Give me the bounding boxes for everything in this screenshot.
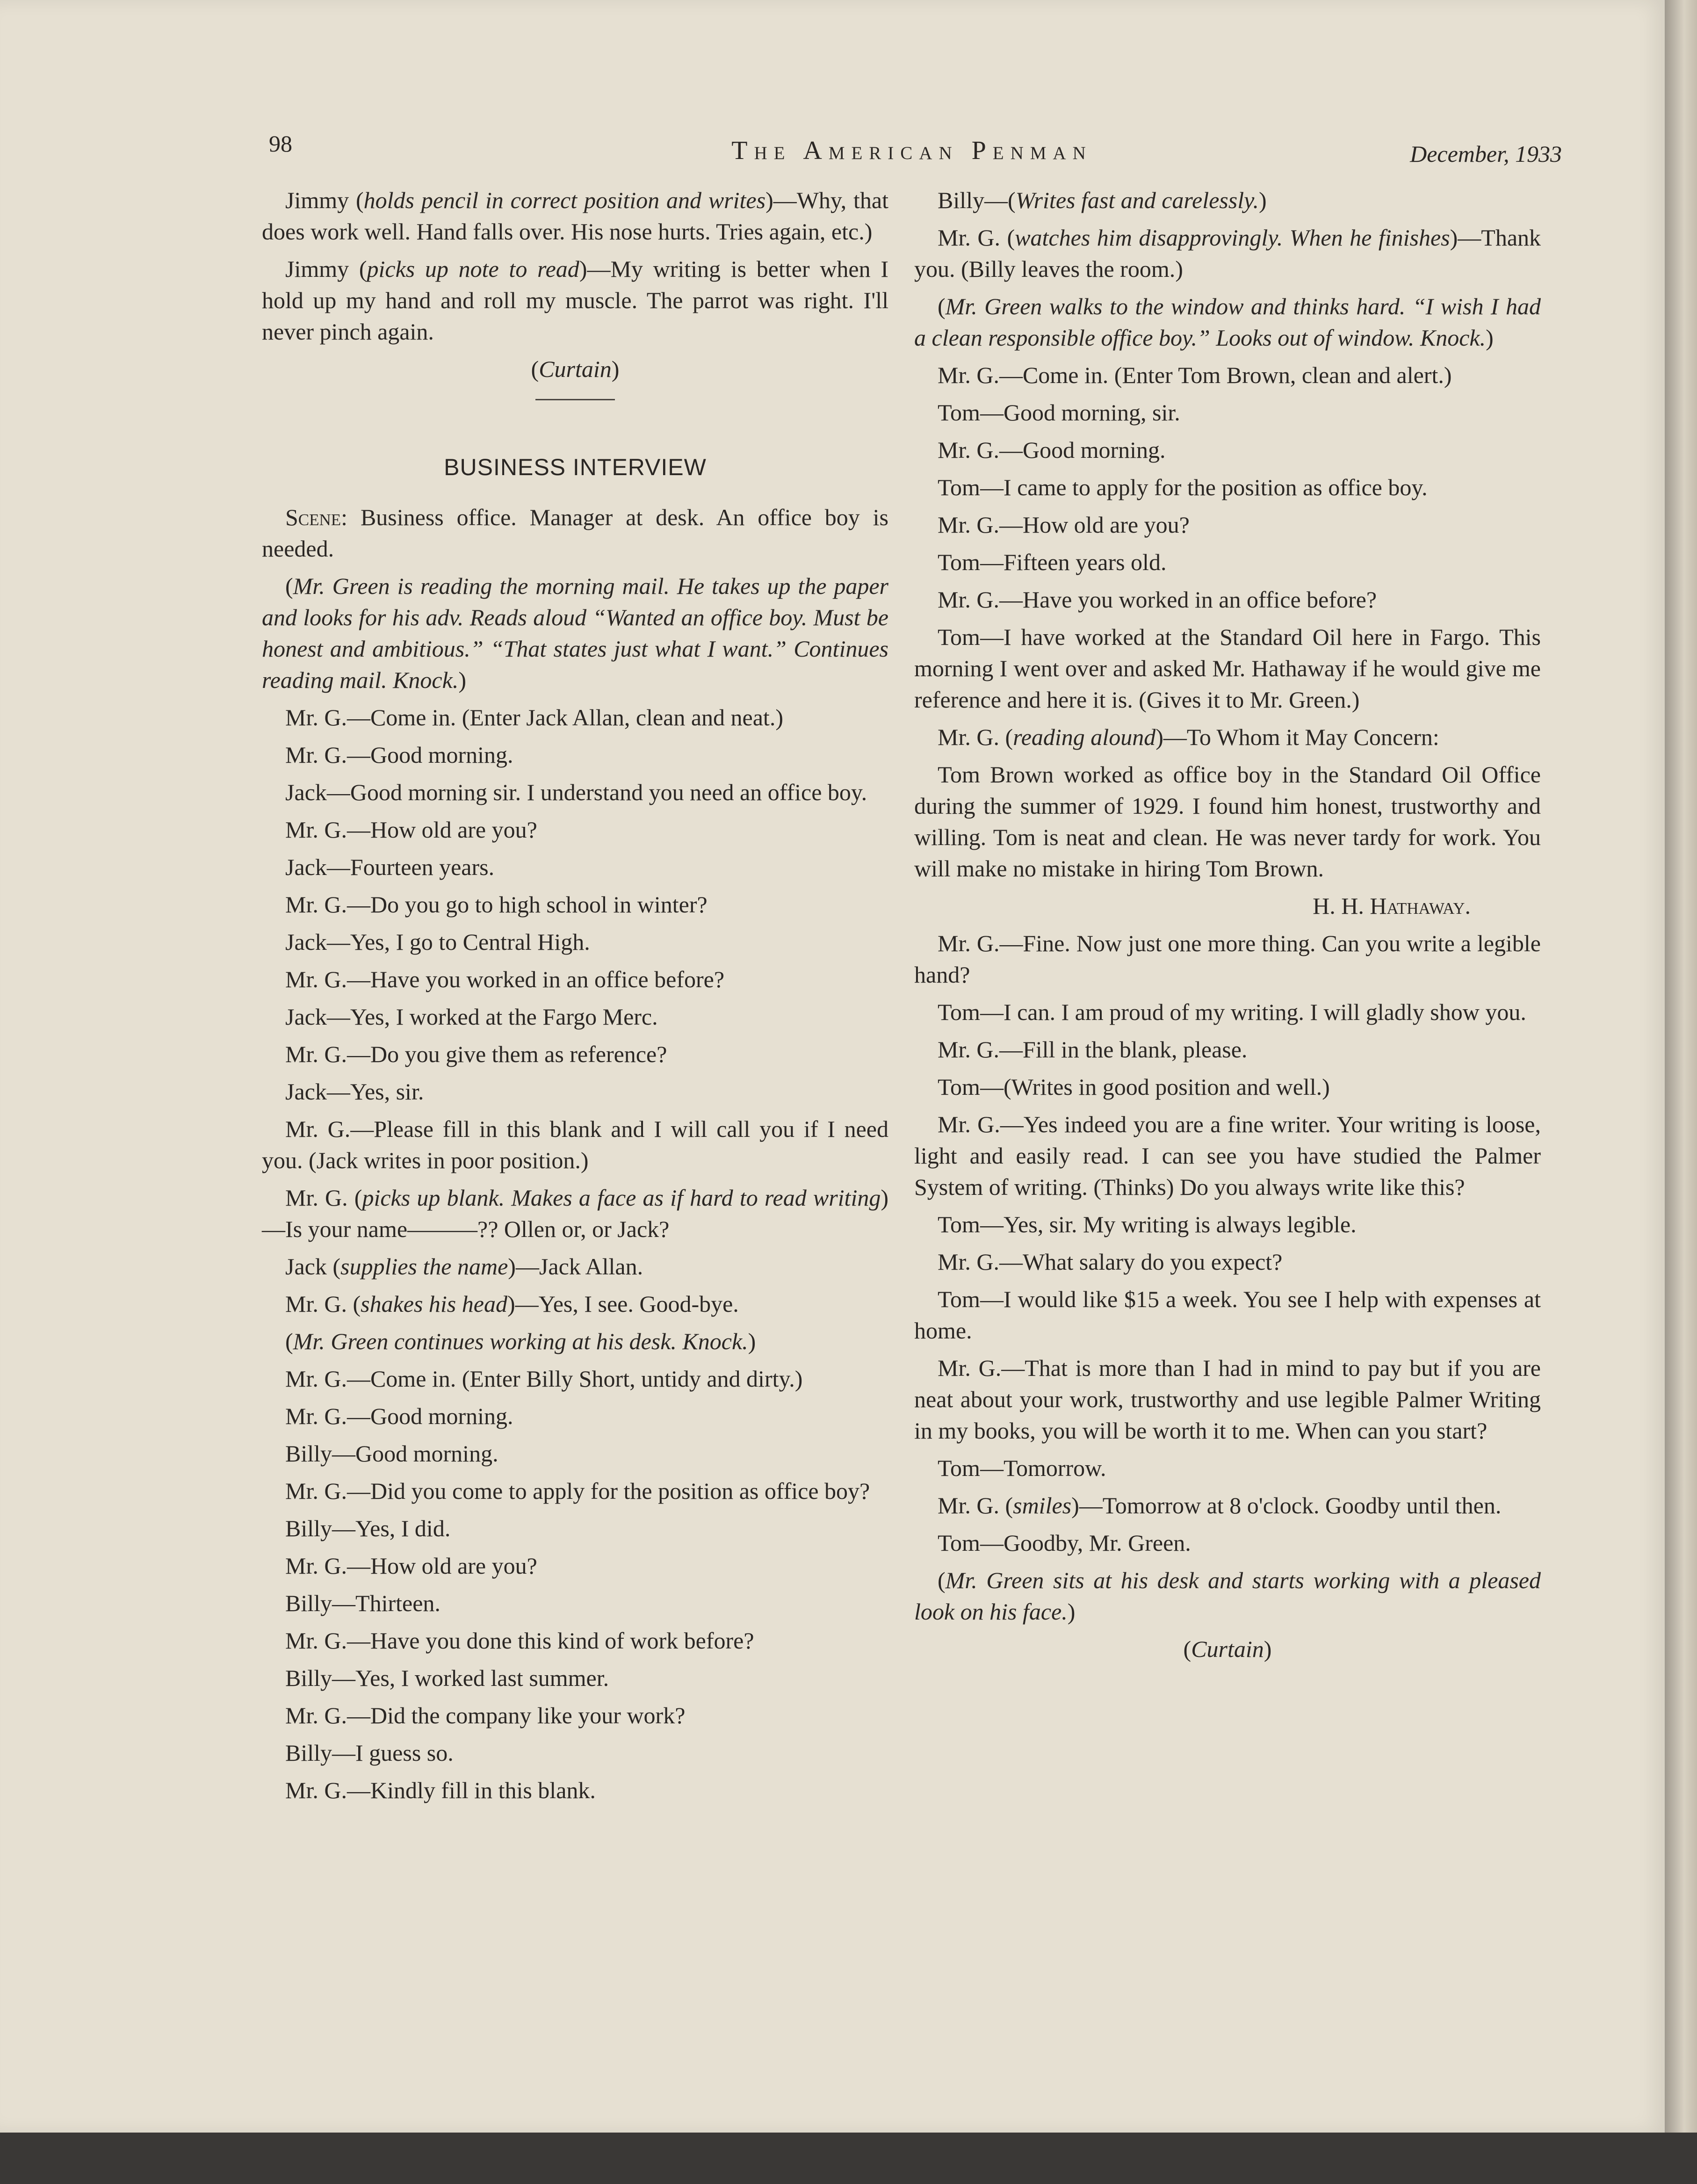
curtain-note: (Curtain): [531, 356, 620, 382]
issue-date: December, 1933: [1410, 141, 1562, 167]
dialogue-line: Mr. G. (picks up blank. Makes a face as if hard to read writing)—Is your name———?? Ollen or, or Jack?: [262, 1185, 888, 1242]
dialogue-line: Billy—Yes, I did.: [285, 1515, 451, 1541]
dialogue-line: Mr. G. (watches him disapprovingly. When he finishes)—Thank you. (Billy leaves the room.): [914, 224, 1541, 282]
letter-signature: H. H. Hathaway.: [1313, 893, 1471, 919]
left-column: [262, 185, 888, 1812]
dialogue-line: Mr. G.—That is more than I had in mind to pay but if you are neat about your work, trustworthy and use legible Palmer Writing in my books, you will be worth it to me. When can you start?: [914, 1355, 1541, 1444]
dialogue-line: Mr. G.—Did the company like your work?: [285, 1702, 686, 1728]
page-number: 98: [269, 130, 292, 157]
stage-direction: (Mr. Green continues working at his desk. Knock.): [285, 1328, 756, 1354]
dialogue-line: Mr. G.—How old are you?: [285, 1553, 537, 1579]
dialogue-line: Billy—Thirteen.: [285, 1590, 440, 1616]
dialogue-line: Jack—Fourteen years.: [285, 854, 495, 880]
right-column: [914, 185, 1541, 1671]
dialogue-line: Tom—Goodby, Mr. Green.: [938, 1530, 1191, 1556]
dialogue-line: Mr. G.—Have you worked in an office before?: [938, 586, 1377, 613]
stage-direction: (Mr. Green walks to the window and thinks hard. “I wish I had a clean responsible office boy.” Looks out of window. Knock.): [914, 293, 1541, 351]
dialogue-line: Billy—(Writes fast and carelessly.): [938, 187, 1267, 213]
paragraph: Jimmy (holds pencil in correct position and writes)—Why, that does work well. Hand falls over. His nose hurts. Tries again, etc.): [262, 187, 888, 245]
journal-title: The American Penman: [731, 136, 1092, 165]
dialogue-line: Mr. G. (smiles)—Tomorrow at 8 o'clock. Goodby until then.: [938, 1492, 1502, 1519]
page-header: [262, 126, 1562, 178]
dialogue-line: Mr. G.—How old are you?: [938, 512, 1190, 538]
dialogue-line: Mr. G.—Did you come to apply for the position as office boy?: [285, 1478, 870, 1504]
dialogue-line: Billy—I guess so.: [285, 1740, 454, 1766]
dialogue-line: Mr. G. (shakes his head)—Yes, I see. Good-bye.: [285, 1291, 739, 1317]
dialogue-line: Jack—Yes, sir.: [285, 1078, 424, 1105]
dialogue-line: Tom—Good morning, sir.: [938, 399, 1180, 426]
dialogue-line: Mr. G.—Fill in the blank, please.: [938, 1036, 1248, 1063]
scene-paragraph: Scene: Business office. Manager at desk. An office boy is needed.: [262, 504, 888, 562]
dialogue-line: Mr. G.—Do you give them as reference?: [285, 1041, 667, 1067]
dialogue-line: Mr. G.—Kindly fill in this blank.: [285, 1777, 596, 1803]
dialogue-line: Mr. G.—How old are you?: [285, 817, 537, 843]
dialogue-line: Mr. G.—Good morning.: [285, 742, 513, 768]
dialogue-line: Mr. G.—Come in. (Enter Billy Short, untidy and dirty.): [285, 1366, 803, 1392]
dialogue-line: Tom—(Writes in good position and well.): [938, 1074, 1330, 1100]
dialogue-line: Jack—Yes, I go to Central High.: [285, 929, 590, 955]
section-title: BUSINESS INTERVIEW: [444, 454, 707, 480]
curtain-note: (Curtain): [1183, 1636, 1272, 1662]
dialogue-line: Tom—I can. I am proud of my writing. I will gladly show you.: [938, 999, 1526, 1025]
reference-letter: Tom Brown worked as office boy in the Standard Oil Office during the summer of 1929. I found him honest, trustworthy and willing. Tom is neat and clean. He was never tardy for work. You will make no mistake in hiring Tom Brown.: [914, 761, 1541, 882]
dialogue-line: Tom—I would like $15 a week. You see I help with expenses at home.: [914, 1286, 1541, 1344]
dialogue-line: Billy—Good morning.: [285, 1440, 498, 1467]
dialogue-line: Mr. G.—Have you done this kind of work before?: [285, 1627, 754, 1654]
dialogue-line: Mr. G.—What salary do you expect?: [938, 1249, 1283, 1275]
dialogue-line: Mr. G.—Please fill in this blank and I will call you if I need you. (Jack writes in poor position.): [262, 1116, 888, 1173]
dialogue-line: Mr. G.—Good morning.: [938, 437, 1166, 463]
dialogue-line: Mr. G.—Do you go to high school in winter?: [285, 891, 708, 918]
dialogue-line: Mr. G.—Good morning.: [285, 1403, 513, 1429]
stage-direction: (Mr. Green is reading the morning mail. He takes up the paper and looks for his adv. Reads aloud “Wanted an office boy. Must be honest and ambitious.” “That states just what I want.” Continues reading mail. Knock.): [262, 573, 888, 693]
dialogue-line: Tom—Fifteen years old.: [938, 549, 1167, 575]
dialogue-line: Mr. G.—Yes indeed you are a fine writer. Your writing is loose, light and easily read. I can see you have studied the Palmer System of writing. (Thinks) Do you always write like this?: [914, 1111, 1541, 1200]
dialogue-line: Mr. G.—Come in. (Enter Jack Allan, clean and neat.): [285, 704, 783, 730]
dialogue-line: Tom—I have worked at the Standard Oil here in Fargo. This morning I went over and asked Mr. Hathaway if he would give me reference and here it is. (Gives it to Mr. Green.): [914, 624, 1541, 713]
dialogue-line: Jack—Good morning sir. I understand you need an office boy.: [285, 779, 867, 805]
dialogue-line: Tom—Tomorrow.: [938, 1455, 1106, 1481]
paragraph: Jimmy (picks up note to read)—My writing is better when I hold up my hand and roll my muscle. The parrot was right. I'll never pinch again.: [262, 256, 888, 345]
section-divider: [535, 399, 615, 400]
dialogue-line: Mr. G.—Come in. (Enter Tom Brown, clean and alert.): [938, 362, 1452, 388]
dialogue-line: Jack—Yes, I worked at the Fargo Merc.: [285, 1004, 658, 1030]
dialogue-line: Tom—I came to apply for the position as office boy.: [938, 474, 1428, 500]
book-spine: [1665, 0, 1697, 2133]
stage-direction: (Mr. Green sits at his desk and starts working with a pleased look on his face.): [914, 1567, 1541, 1625]
dialogue-line: Mr. G.—Have you worked in an office before?: [285, 966, 725, 992]
dialogue-line: Jack (supplies the name)—Jack Allan.: [285, 1253, 643, 1280]
dialogue-line: Billy—Yes, I worked last summer.: [285, 1665, 609, 1691]
dialogue-line: Mr. G. (reading alound)—To Whom it May Concern:: [938, 724, 1439, 750]
dialogue-line: Tom—Yes, sir. My writing is always legible.: [938, 1211, 1357, 1237]
dialogue-line: Mr. G.—Fine. Now just one more thing. Can you write a legible hand?: [914, 930, 1541, 988]
